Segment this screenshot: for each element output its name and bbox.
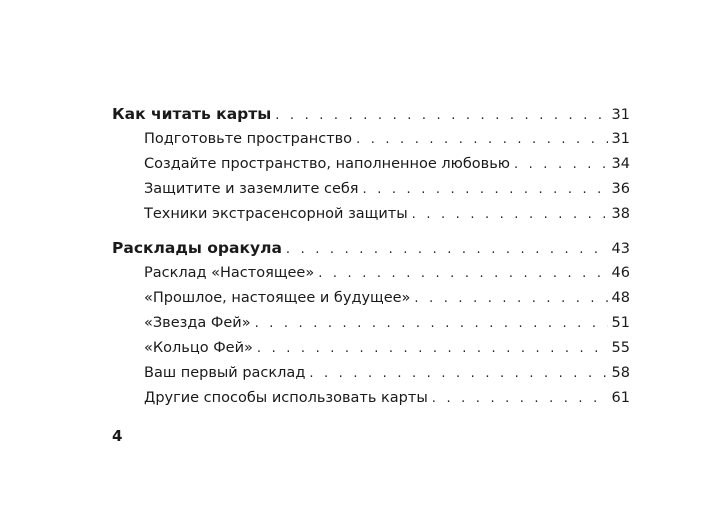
dot-leader: [257, 336, 608, 361]
entry-title: Техники экстрасенсорной защиты: [144, 206, 408, 222]
dot-leader: [255, 311, 608, 336]
chapter-title: Расклады оракула: [112, 239, 282, 257]
toc-entry[interactable]: [112, 336, 630, 361]
entry-page-number: 61: [611, 390, 630, 406]
toc-chapter[interactable]: [112, 236, 630, 261]
table-of-contents: [112, 102, 630, 411]
dot-leader: [286, 237, 608, 261]
dot-leader: [318, 261, 607, 286]
dot-leader: [356, 127, 607, 152]
toc-entry[interactable]: [112, 311, 630, 336]
entry-title: Создайте пространство, наполненное любовью: [144, 156, 510, 172]
entry-page-number: 58: [611, 365, 630, 381]
toc-entry[interactable]: [112, 177, 630, 202]
page-number: 4: [112, 427, 123, 445]
toc-entry[interactable]: [112, 261, 630, 286]
entry-title: «Звезда Фей»: [144, 315, 251, 331]
toc-entry[interactable]: [112, 152, 630, 177]
entry-title: Защитите и заземлите себя: [144, 181, 359, 197]
entry-title: Подготовьте пространство: [144, 131, 353, 147]
dot-leader: [432, 386, 608, 411]
dot-leader: [414, 286, 607, 311]
entry-title: Ваш первый расклад: [144, 365, 306, 381]
entry-page-number: 34: [611, 156, 630, 172]
chapter-page-number: 31: [611, 107, 630, 123]
section-spacer: [112, 227, 630, 236]
toc-entry[interactable]: [112, 202, 630, 227]
entry-page-number: 55: [611, 340, 630, 356]
entry-page-number: 38: [611, 206, 630, 222]
entry-page-number: 46: [611, 265, 630, 281]
chapter-title: Как читать карты: [112, 105, 272, 123]
entry-title: «Кольцо Фей»: [144, 340, 253, 356]
entry-page-number: 31: [611, 131, 630, 147]
chapter-page-number: 43: [611, 241, 630, 257]
entry-title: Другие способы использовать карты: [144, 390, 428, 406]
dot-leader: [363, 177, 608, 202]
entry-page-number: 48: [611, 290, 630, 306]
toc-entry[interactable]: [112, 286, 630, 311]
toc-entry[interactable]: [112, 127, 630, 152]
entry-title: «Прошлое, настоящее и будущее»: [144, 290, 411, 306]
dot-leader: [275, 103, 607, 127]
entry-page-number: 36: [611, 181, 630, 197]
toc-entry[interactable]: [112, 386, 630, 411]
toc-entry[interactable]: [112, 361, 630, 386]
toc-chapter[interactable]: [112, 102, 630, 127]
dot-leader: [309, 361, 607, 386]
dot-leader: [514, 152, 608, 177]
entry-title: Расклад «Настоящее»: [144, 265, 315, 281]
dot-leader: [412, 202, 608, 227]
entry-page-number: 51: [611, 315, 630, 331]
